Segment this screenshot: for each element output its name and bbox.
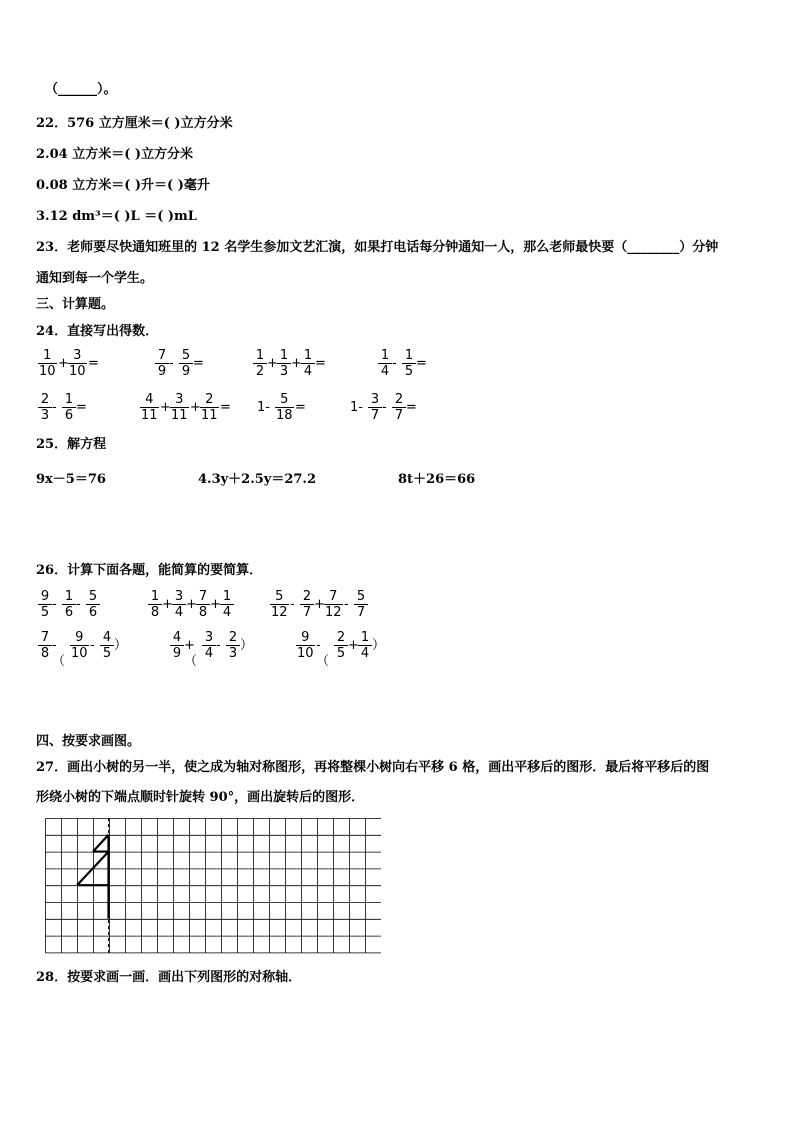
fraction bbox=[300, 589, 314, 620]
operator: ） bbox=[114, 638, 128, 653]
fraction bbox=[100, 630, 114, 661]
numerator: 3 bbox=[204, 630, 214, 645]
numerator: 2 bbox=[228, 630, 238, 645]
q22-line-1: 22．576 立方厘米＝( )立方分米 bbox=[36, 116, 233, 131]
fraction bbox=[172, 589, 186, 620]
denominator: 4 bbox=[174, 605, 184, 620]
fraction bbox=[270, 589, 289, 620]
fraction bbox=[358, 630, 372, 661]
fraction bbox=[334, 630, 348, 661]
operator: + bbox=[160, 400, 171, 415]
operator: - bbox=[344, 597, 349, 612]
operator: +（ bbox=[184, 638, 198, 669]
tree-edge-top bbox=[93, 835, 109, 852]
fraction bbox=[38, 392, 52, 423]
denominator: 10 bbox=[297, 646, 314, 661]
numerator: 2 bbox=[205, 392, 214, 407]
operator: = bbox=[295, 400, 306, 415]
q27-line-2: 形绕小树的下端点顺时针旋转 90°，画出旋转后的图形． bbox=[36, 790, 365, 805]
numerator: 1 bbox=[380, 348, 390, 363]
denominator: 12 bbox=[325, 605, 342, 620]
denominator: 3 bbox=[228, 646, 238, 661]
fraction bbox=[155, 348, 169, 379]
numerator: 2 bbox=[302, 589, 312, 604]
denominator: 7 bbox=[370, 408, 380, 423]
denominator: 12 bbox=[271, 605, 288, 620]
fraction bbox=[301, 348, 315, 379]
q22-line-2: 2.04 立方米＝( )立方分米 bbox=[36, 147, 194, 162]
numerator: 1 bbox=[279, 348, 289, 363]
numerator: 1 bbox=[222, 589, 232, 604]
fraction bbox=[140, 392, 159, 423]
numerator: 2 bbox=[336, 630, 346, 645]
numerator: 3 bbox=[73, 348, 82, 363]
numerator: 5 bbox=[280, 392, 289, 407]
q22-line-3: 0.08 立方米＝( )升＝( )毫升 bbox=[36, 178, 210, 193]
top-blank: （______）。 bbox=[45, 82, 117, 97]
denominator: 4 bbox=[222, 605, 232, 620]
denominator: 4 bbox=[303, 364, 313, 379]
fraction bbox=[354, 589, 368, 620]
equation-2: 4.3y＋2.5y＝27.2 bbox=[198, 472, 317, 487]
denominator: 4 bbox=[360, 646, 370, 661]
fraction bbox=[86, 589, 100, 620]
denominator: 5 bbox=[336, 646, 346, 661]
fraction bbox=[324, 589, 343, 620]
operator: = bbox=[220, 400, 231, 415]
numerator: 2 bbox=[40, 392, 50, 407]
numerator: 1 bbox=[360, 630, 370, 645]
fraction bbox=[378, 348, 392, 379]
tree-edge-slope bbox=[77, 852, 109, 886]
operator: - bbox=[290, 597, 295, 612]
denominator: 6 bbox=[88, 605, 98, 620]
q25-title: 25．解方程 bbox=[36, 437, 107, 452]
numerator: 3 bbox=[175, 392, 184, 407]
denominator: 11 bbox=[141, 408, 158, 423]
section-3-title: 三、计算题。 bbox=[36, 297, 115, 312]
fraction bbox=[179, 348, 193, 379]
numerator: 9 bbox=[301, 630, 310, 645]
denominator: 4 bbox=[204, 646, 214, 661]
denominator: 9 bbox=[157, 364, 167, 379]
operator: - bbox=[392, 356, 397, 371]
numerator: 1 bbox=[303, 348, 313, 363]
numerator: 3 bbox=[370, 392, 380, 407]
numerator: 5 bbox=[356, 589, 366, 604]
fraction bbox=[70, 630, 89, 661]
q24-title: 24．直接写出得数． bbox=[36, 324, 159, 339]
fraction bbox=[253, 348, 267, 379]
operator: - bbox=[382, 400, 387, 415]
denominator: 5 bbox=[40, 605, 50, 620]
denominator: 7 bbox=[302, 605, 312, 620]
fraction bbox=[226, 630, 240, 661]
q23-line-1: 23．老师要尽快通知班里的 12 名学生参加文艺汇演，如果打电话每分钟通知一人，那么老师最快要（________）分钟 bbox=[36, 240, 719, 255]
operator: ） bbox=[240, 638, 254, 653]
denominator: 7 bbox=[356, 605, 366, 620]
operator: = bbox=[76, 400, 87, 415]
operator: = bbox=[406, 400, 417, 415]
operator: - bbox=[216, 638, 221, 653]
denominator: 5 bbox=[404, 364, 414, 379]
operator: - bbox=[76, 597, 81, 612]
operator: - bbox=[52, 597, 57, 612]
operator: + bbox=[162, 597, 173, 612]
denominator: 18 bbox=[276, 408, 293, 423]
denominator: 6 bbox=[64, 605, 74, 620]
fraction bbox=[196, 589, 210, 620]
operator: ） bbox=[372, 638, 386, 653]
operator: -（ bbox=[316, 638, 330, 669]
operator: = bbox=[416, 356, 427, 371]
section-4-title: 四、按要求画图。 bbox=[36, 734, 141, 749]
operator: + bbox=[348, 638, 359, 653]
operator: + bbox=[58, 356, 69, 371]
denominator: 2 bbox=[255, 364, 265, 379]
numerator: 7 bbox=[329, 589, 338, 604]
operator: -（ bbox=[52, 638, 66, 669]
fraction bbox=[38, 630, 52, 661]
numerator: 4 bbox=[102, 630, 112, 645]
denominator: 5 bbox=[102, 646, 112, 661]
fraction bbox=[38, 348, 57, 379]
denominator: 3 bbox=[40, 408, 50, 423]
operator: + bbox=[186, 597, 197, 612]
denominator: 11 bbox=[201, 408, 218, 423]
denominator: 10 bbox=[69, 364, 86, 379]
denominator: 9 bbox=[181, 364, 191, 379]
operator: + bbox=[314, 597, 325, 612]
fraction bbox=[220, 589, 234, 620]
fraction bbox=[392, 392, 406, 423]
denominator: 4 bbox=[380, 364, 390, 379]
numerator: 1 bbox=[150, 589, 160, 604]
q23-line-2: 通知到每一个学生。 bbox=[36, 271, 154, 286]
q22-line-4: 3.12 dm³＝( )L ＝( )mL bbox=[36, 209, 197, 224]
fraction bbox=[38, 589, 52, 620]
numerator: 1 bbox=[255, 348, 265, 363]
numerator: 5 bbox=[88, 589, 98, 604]
numerator: 9 bbox=[40, 589, 50, 604]
fraction bbox=[202, 630, 216, 661]
operator: + bbox=[210, 597, 221, 612]
numerator: 4 bbox=[172, 630, 182, 645]
operator: + bbox=[267, 356, 278, 371]
operator: - bbox=[90, 638, 95, 653]
fraction bbox=[62, 392, 76, 423]
fraction bbox=[200, 392, 219, 423]
operator: - bbox=[52, 400, 57, 415]
numerator: 5 bbox=[181, 348, 191, 363]
fraction bbox=[368, 392, 382, 423]
denominator: 10 bbox=[71, 646, 88, 661]
numerator: 3 bbox=[174, 589, 184, 604]
denominator: 8 bbox=[198, 605, 208, 620]
operator: = bbox=[315, 356, 326, 371]
q28-title: 28．按要求画一画．画出下列图形的对称轴． bbox=[36, 970, 302, 985]
fraction bbox=[62, 589, 76, 620]
q27-line-1: 27．画出小树的另一半，使之成为轴对称图形，再将整棵小树向右平移 6 格，画出平移后的图形．最后将平移后的图 bbox=[36, 760, 710, 775]
denominator: 7 bbox=[394, 408, 404, 423]
numerator: 7 bbox=[198, 589, 208, 604]
operator: 1- bbox=[350, 400, 363, 415]
numerator: 1 bbox=[404, 348, 414, 363]
denominator: 8 bbox=[40, 646, 50, 661]
numerator: 1 bbox=[43, 348, 52, 363]
fraction bbox=[296, 630, 315, 661]
numerator: 1 bbox=[64, 392, 74, 407]
denominator: 3 bbox=[279, 364, 289, 379]
operator: = bbox=[193, 356, 204, 371]
fraction bbox=[170, 630, 184, 661]
operator: + bbox=[190, 400, 201, 415]
q26-title: 26．计算下面各题，能简算的要简算． bbox=[36, 563, 263, 578]
operator: + bbox=[291, 356, 302, 371]
denominator: 11 bbox=[171, 408, 188, 423]
fraction bbox=[170, 392, 189, 423]
numerator: 7 bbox=[157, 348, 167, 363]
fraction bbox=[402, 348, 416, 379]
fraction bbox=[68, 348, 87, 379]
equation-1: 9x－5＝76 bbox=[36, 472, 106, 487]
numerator: 4 bbox=[145, 392, 154, 407]
denominator: 10 bbox=[39, 364, 56, 379]
numerator: 2 bbox=[394, 392, 404, 407]
numerator: 9 bbox=[75, 630, 84, 645]
numerator: 5 bbox=[275, 589, 284, 604]
fraction bbox=[275, 392, 294, 423]
operator: 1- bbox=[257, 400, 270, 415]
denominator: 6 bbox=[64, 408, 74, 423]
fraction bbox=[277, 348, 291, 379]
equation-3: 8t＋26＝66 bbox=[398, 472, 476, 487]
numerator: 1 bbox=[64, 589, 74, 604]
drawing-grid[interactable] bbox=[45, 818, 381, 954]
numerator: 7 bbox=[40, 630, 50, 645]
fraction bbox=[148, 589, 162, 620]
operator: = bbox=[88, 356, 99, 371]
denominator: 8 bbox=[150, 605, 160, 620]
denominator: 9 bbox=[172, 646, 182, 661]
operator: - bbox=[169, 356, 174, 371]
